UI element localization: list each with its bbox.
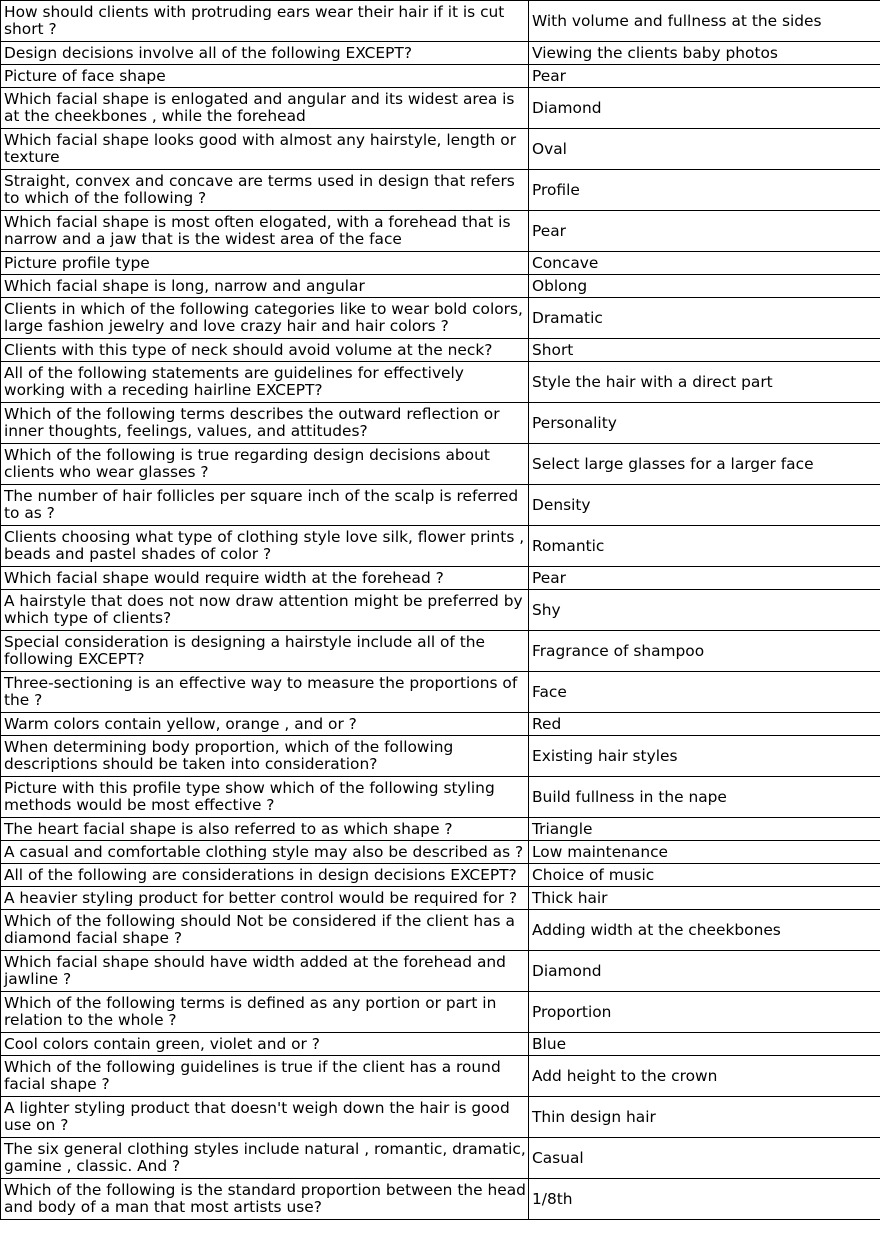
answer-cell: Pear — [529, 65, 880, 88]
answer-cell: Style the hair with a direct part — [529, 362, 880, 403]
table-row — [1, 992, 880, 1033]
question-cell: The heart facial shape is also referred to as which shape ? — [1, 818, 529, 841]
table-row — [1, 485, 880, 526]
question-cell: Which facial shape looks good with almost any hairstyle, length or texture — [1, 129, 529, 170]
table-row — [1, 42, 880, 65]
answer-cell: Thick hair — [529, 887, 880, 910]
answer-cell: Fragrance of shampoo — [529, 631, 880, 672]
answer-cell: Profile — [529, 170, 880, 211]
question-cell: How should clients with protruding ears wear their hair if it is cut short ? — [1, 1, 529, 42]
question-cell: Which facial shape is enlogated and angular and its widest area is at the cheekbones , while the forehead — [1, 88, 529, 129]
answer-cell: Oblong — [529, 275, 880, 298]
answer-cell: 1/8th — [529, 1179, 880, 1220]
question-cell: Clients in which of the following categories like to wear bold colors, large fashion jewelry and love crazy hair and hair colors ? — [1, 298, 529, 339]
question-cell: The six general clothing styles include natural , romantic, dramatic, gamine , classic. And ? — [1, 1138, 529, 1179]
question-cell: A lighter styling product that doesn't weigh down the hair is good use on ? — [1, 1097, 529, 1138]
table-row — [1, 1033, 880, 1056]
table-row — [1, 887, 880, 910]
table-row — [1, 1056, 880, 1097]
answer-cell: Density — [529, 485, 880, 526]
answer-cell: Choice of music — [529, 864, 880, 887]
question-cell: Which facial shape is long, narrow and angular — [1, 275, 529, 298]
table-row — [1, 298, 880, 339]
answer-cell: Adding width at the cheekbones — [529, 910, 880, 951]
answer-cell: Triangle — [529, 818, 880, 841]
table-row — [1, 211, 880, 252]
question-cell: Which of the following should Not be considered if the client has a diamond facial shape ? — [1, 910, 529, 951]
question-cell: The number of hair follicles per square inch of the scalp is referred to as ? — [1, 485, 529, 526]
answer-cell: Proportion — [529, 992, 880, 1033]
question-cell: When determining body proportion, which of the following descriptions should be taken into consideration? — [1, 736, 529, 777]
table-row — [1, 444, 880, 485]
question-cell: A heavier styling product for better control would be required for ? — [1, 887, 529, 910]
table-row — [1, 526, 880, 567]
answer-cell: Dramatic — [529, 298, 880, 339]
question-cell: Which of the following is true regarding design decisions about clients who wear glasses ? — [1, 444, 529, 485]
question-cell: Warm colors contain yellow, orange , and or ? — [1, 713, 529, 736]
answer-cell: Romantic — [529, 526, 880, 567]
table-row — [1, 1138, 880, 1179]
table-row — [1, 672, 880, 713]
table-row — [1, 88, 880, 129]
answer-cell: Face — [529, 672, 880, 713]
answer-cell: Concave — [529, 252, 880, 275]
table-row — [1, 841, 880, 864]
answer-cell: With volume and fullness at the sides — [529, 1, 880, 42]
answer-cell: Diamond — [529, 88, 880, 129]
question-cell: Which facial shape would require width at the forehead ? — [1, 567, 529, 590]
table-row — [1, 951, 880, 992]
question-cell: All of the following statements are guidelines for effectively working with a receding hairline EXCEPT? — [1, 362, 529, 403]
answer-cell: Short — [529, 339, 880, 362]
table-row — [1, 631, 880, 672]
table-row — [1, 818, 880, 841]
table-row — [1, 129, 880, 170]
table-row — [1, 339, 880, 362]
answer-cell: Shy — [529, 590, 880, 631]
table-row — [1, 275, 880, 298]
table-row — [1, 713, 880, 736]
question-cell: Three-sectioning is an effective way to measure the proportions of the ? — [1, 672, 529, 713]
table-row — [1, 736, 880, 777]
question-cell: Which of the following guidelines is true if the client has a round facial shape ? — [1, 1056, 529, 1097]
question-cell: Picture with this profile type show which of the following styling methods would be most effective ? — [1, 777, 529, 818]
table-row — [1, 1097, 880, 1138]
table-row — [1, 777, 880, 818]
table-row — [1, 864, 880, 887]
table-row — [1, 65, 880, 88]
table-row — [1, 170, 880, 211]
question-cell: A casual and comfortable clothing style may also be described as ? — [1, 841, 529, 864]
answer-cell: Personality — [529, 403, 880, 444]
question-cell: Which facial shape should have width added at the forehead and jawline ? — [1, 951, 529, 992]
table-row — [1, 567, 880, 590]
question-cell: Picture of face shape — [1, 65, 529, 88]
question-cell: Design decisions involve all of the following EXCEPT? — [1, 42, 529, 65]
table-row — [1, 1, 880, 42]
question-cell: Cool colors contain green, violet and or ? — [1, 1033, 529, 1056]
table-row — [1, 910, 880, 951]
question-cell: Which of the following terms describes the outward reflection or inner thoughts, feelings, values, and attitudes? — [1, 403, 529, 444]
question-cell: Which of the following terms is defined as any portion or part in relation to the whole ? — [1, 992, 529, 1033]
question-cell: A hairstyle that does not now draw attention might be preferred by which type of clients? — [1, 590, 529, 631]
answer-cell: Low maintenance — [529, 841, 880, 864]
answer-cell: Diamond — [529, 951, 880, 992]
answer-cell: Viewing the clients baby photos — [529, 42, 880, 65]
question-cell: Straight, convex and concave are terms used in design that refers to which of the following ? — [1, 170, 529, 211]
table-row — [1, 252, 880, 275]
table-row — [1, 362, 880, 403]
question-cell: Clients with this type of neck should avoid volume at the neck? — [1, 339, 529, 362]
answer-cell: Blue — [529, 1033, 880, 1056]
answer-cell: Build fullness in the nape — [529, 777, 880, 818]
question-cell: Special consideration is designing a hairstyle include all of the following EXCEPT? — [1, 631, 529, 672]
question-cell: Picture profile type — [1, 252, 529, 275]
question-cell: All of the following are considerations in design decisions EXCEPT? — [1, 864, 529, 887]
answer-cell: Pear — [529, 567, 880, 590]
answer-cell: Pear — [529, 211, 880, 252]
table-row — [1, 403, 880, 444]
table-row — [1, 1179, 880, 1220]
answer-cell: Existing hair styles — [529, 736, 880, 777]
answer-cell: Oval — [529, 129, 880, 170]
answer-cell: Add height to the crown — [529, 1056, 880, 1097]
answer-cell: Thin design hair — [529, 1097, 880, 1138]
question-cell: Which of the following is the standard proportion between the head and body of a man that most artists use? — [1, 1179, 529, 1220]
answer-cell: Casual — [529, 1138, 880, 1179]
answer-cell: Select large glasses for a larger face — [529, 444, 880, 485]
question-cell: Clients choosing what type of clothing style love silk, flower prints , beads and pastel shades of color ? — [1, 526, 529, 567]
table-row — [1, 590, 880, 631]
question-cell: Which facial shape is most often elogated, with a forehead that is narrow and a jaw that is the widest area of the face — [1, 211, 529, 252]
answer-cell: Red — [529, 713, 880, 736]
